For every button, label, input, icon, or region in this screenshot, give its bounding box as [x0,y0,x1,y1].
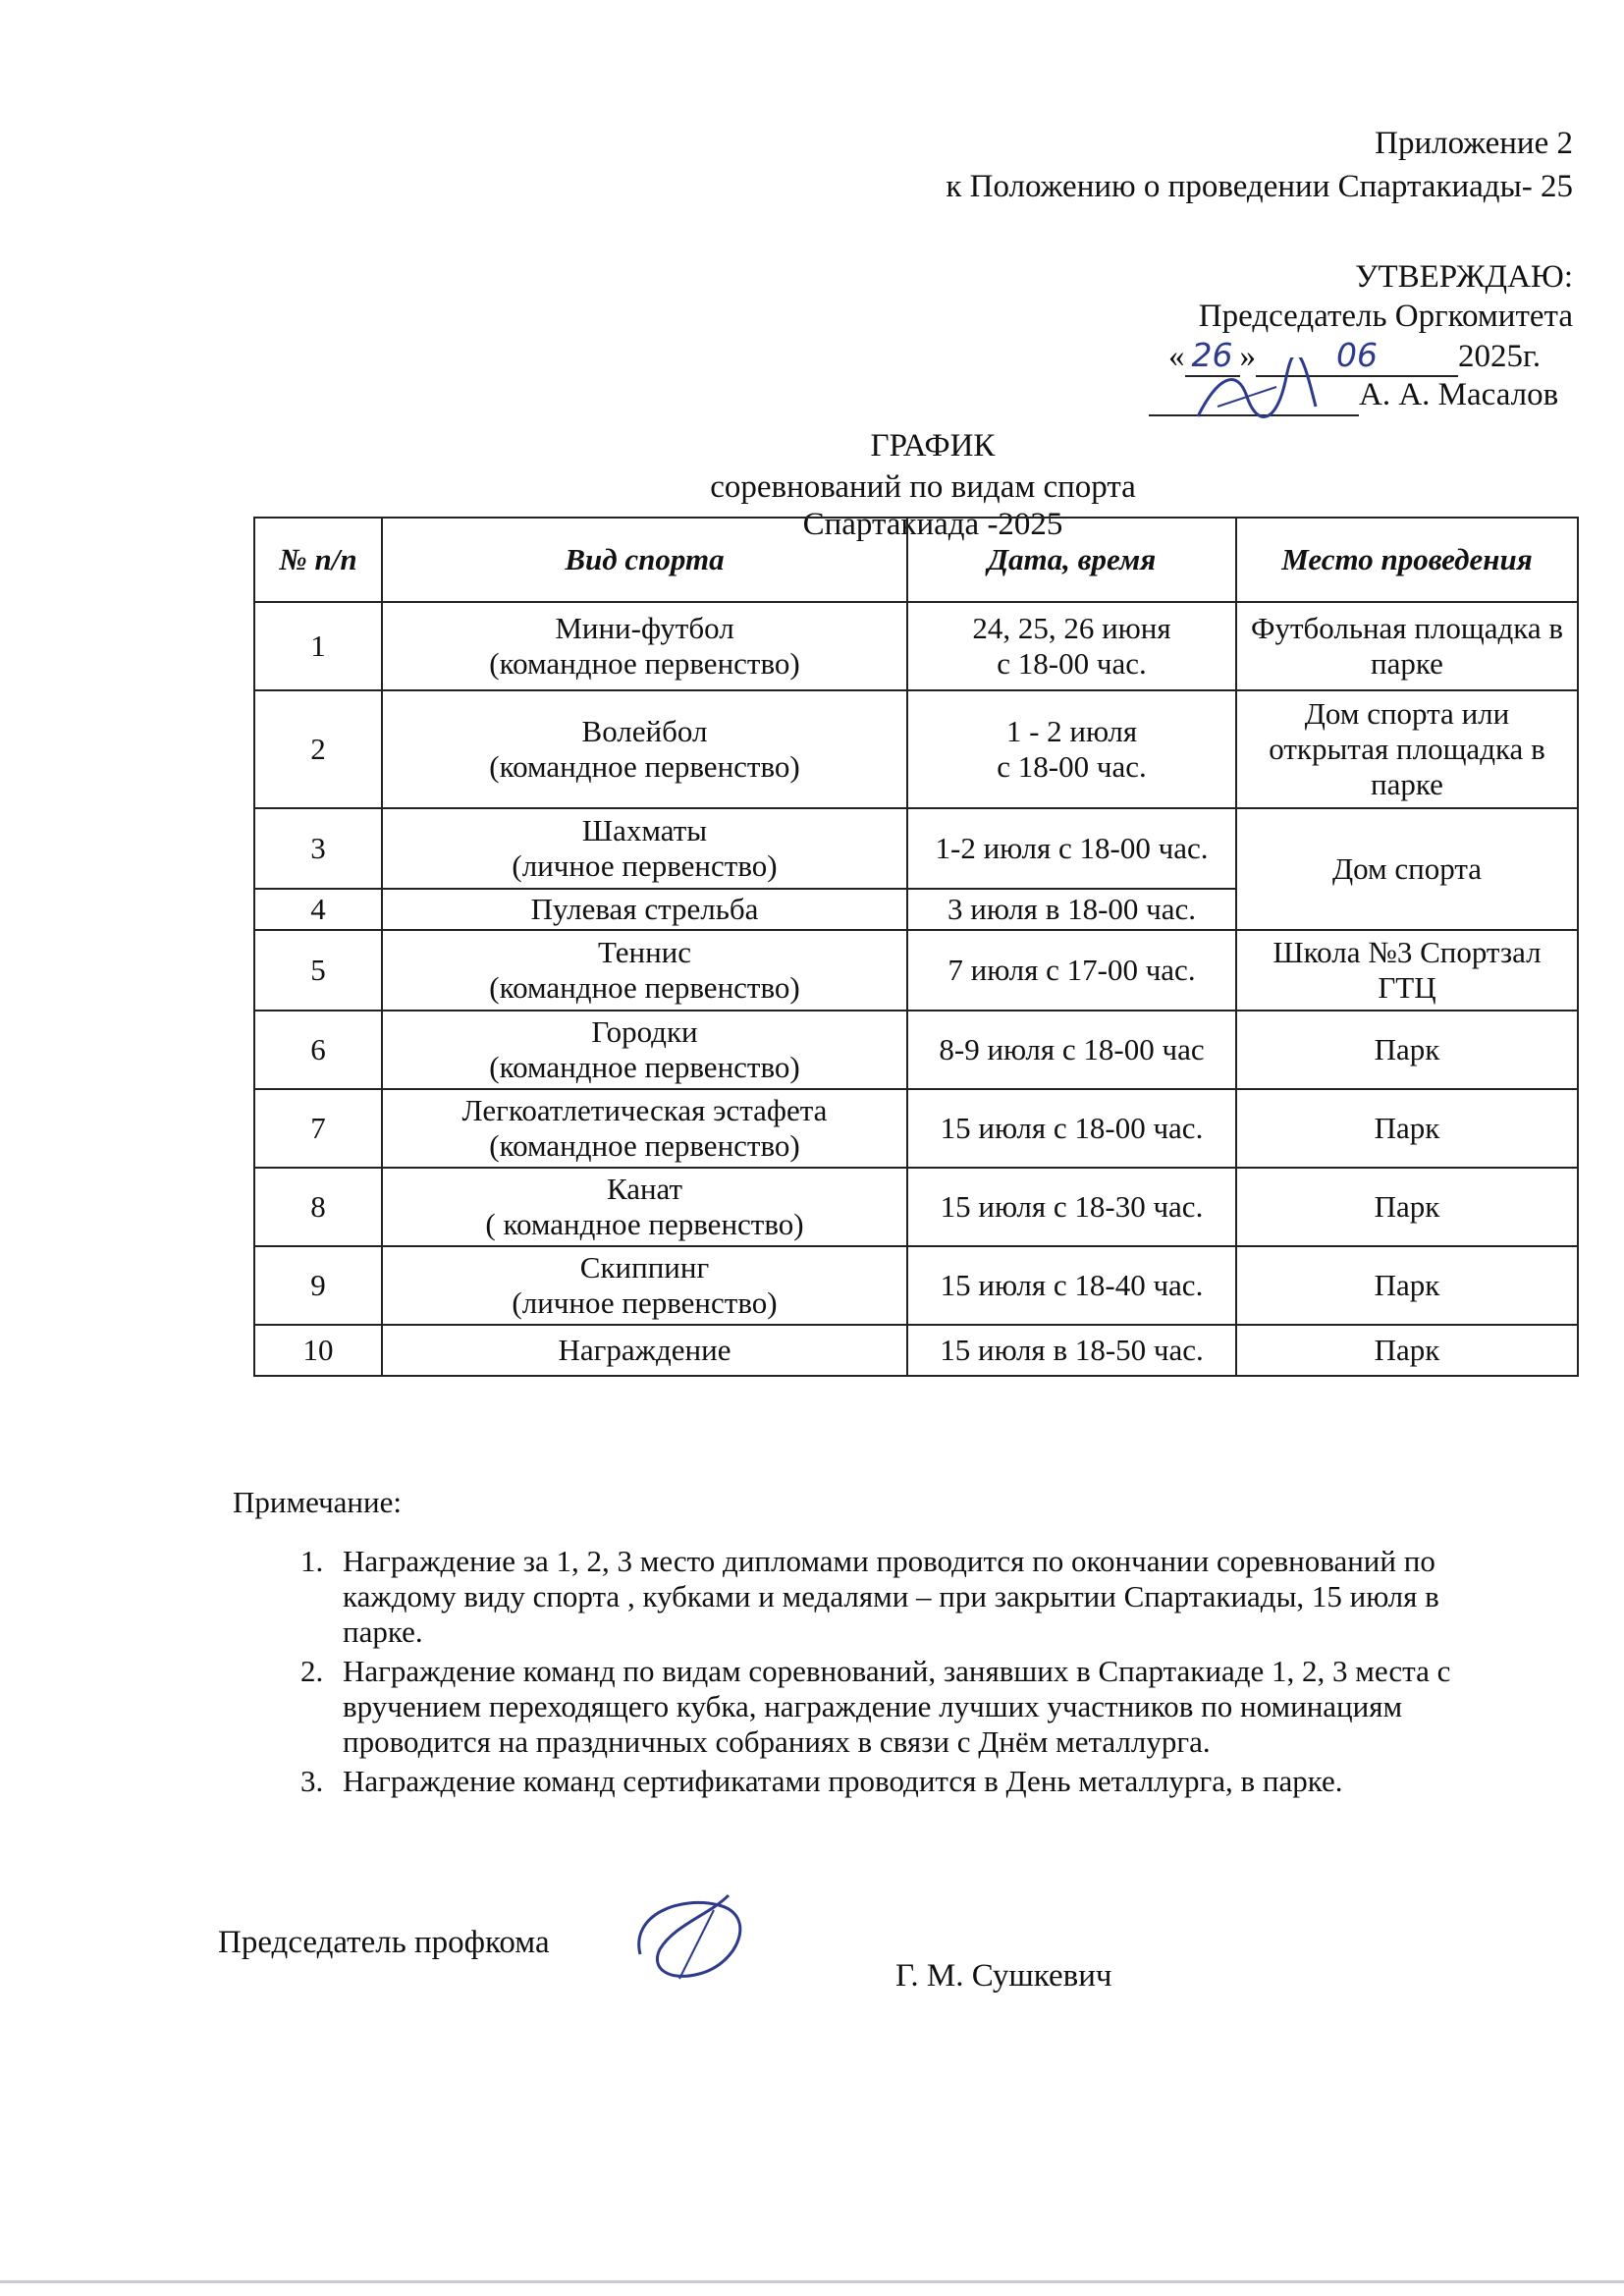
row-number: 3 [254,808,382,889]
sport-note: ( командное первенство) [485,1207,804,1241]
time-text: с 18-00 час. [997,749,1147,784]
date-text: 1 - 2 июля [1005,714,1138,748]
header-sport: Вид спорта [382,518,907,602]
row-place: Парк [1236,1168,1578,1246]
date-close-quote: » [1239,339,1256,374]
sport-name: Шахматы [581,813,708,847]
header-date: Дата, время [907,518,1236,602]
table-row [254,1168,1578,1246]
row-sport [382,1246,907,1325]
row-place: Футбольная площадка в парке [1236,602,1578,690]
row-place: Парк [1236,1246,1578,1325]
row-place: Парк [1236,1089,1578,1168]
document-subtitle: соревнований по видам спорта [710,469,1136,505]
row-number: 7 [254,1089,382,1168]
row-number: 1 [254,602,382,690]
table-row [254,930,1578,1011]
sport-name: Мини-футбол [555,611,734,645]
notes-heading: Примечание: [233,1485,402,1519]
date-year: 2025г. [1458,339,1542,374]
approver-position: Председатель Оргкомитета [1198,299,1573,334]
date-open-quote: « [1168,339,1185,374]
document-title: ГРАФИК [870,428,996,464]
date-month: 06 [1256,336,1458,377]
row-number: 2 [254,690,382,808]
row-place: Парк [1236,1011,1578,1089]
header-place: Место проведения [1236,518,1578,602]
sport-name: Скиппинг [579,1250,710,1285]
row-sport [382,690,907,808]
row-sport [382,1011,907,1089]
row-place: Парк [1236,1325,1578,1376]
table-row [254,1011,1578,1089]
approval-signature-line [1149,375,1558,416]
note-item: 1. Награждение за 1, 2, 3 место дипломами проводится по окончании соревнований по каждому виду спорта , кубками и медалями – при закрытии Спартакиады, 15 июля в парке. [331,1544,1509,1650]
appendix-title: Приложение 2 [1375,126,1573,161]
row-date: 3 июля в 18-00 час. [907,889,1236,930]
sport-note: (командное первенство) [489,749,800,784]
row-number: 8 [254,1168,382,1246]
row-sport: Пулевая стрельба [382,889,907,930]
row-number: 4 [254,889,382,930]
sport-name: Волейбол [581,714,708,748]
sport-name: Канат [606,1172,683,1206]
row-date: 1-2 июля с 18-00 час. [907,808,1236,889]
table-row [254,808,1578,889]
sport-note: (личное первенство) [512,1285,778,1320]
sport-note: (командное первенство) [489,646,800,681]
table-row [254,1246,1578,1325]
row-date: 15 июля с 18-00 час. [907,1089,1236,1168]
row-date: 8-9 июля с 18-00 час [907,1011,1236,1089]
time-text: с 18-00 час. [997,646,1147,681]
table-row [254,602,1578,690]
row-sport [382,808,907,889]
note-item: 2. Награждение команд по видам соревнований, занявших в Спартакиаде 1, 2, 3 места с вручением переходящего кубка, награждение лучших участников по номинациям проводится на праздничных собраниях в связи с Днём металлурга. [331,1654,1509,1760]
row-number: 6 [254,1011,382,1089]
approve-word: УТВЕРЖДАЮ: [1355,259,1573,295]
sport-name: Городки [591,1014,698,1049]
row-sport [382,1089,907,1168]
row-sport [382,930,907,1011]
table-header-row [254,518,1578,602]
row-number: 9 [254,1246,382,1325]
table-row [254,1325,1578,1376]
row-date [907,690,1236,808]
appendix-subtitle: к Положению о проведении Спартакиады- 25 [946,169,1573,204]
sport-note: (командное первенство) [489,1050,800,1084]
signature-scribble [1188,357,1326,436]
document-subtitle-2: Спартакиада -2025 [802,507,1063,542]
sport-name: Теннис [597,935,692,969]
sport-name: Легкоатлетическая эстафета [461,1093,828,1127]
note-item: 3. Награждение команд сертификатами проводится в День металлурга, в парке. [331,1764,1509,1799]
approver-name: А. А. Масалов [1359,377,1559,412]
sport-note: (командное первенство) [489,970,800,1005]
notes-section [233,1485,1509,1803]
row-number: 5 [254,930,382,1011]
footer-name: Г. М. Сушкевич [895,1958,1112,1994]
row-date: 7 июля с 17-00 час. [907,930,1236,1011]
row-number: 10 [254,1325,382,1376]
row-date [907,602,1236,690]
schedule-table [253,517,1579,1377]
footer-position: Председатель профкома [218,1925,550,1960]
row-sport [382,602,907,690]
sport-note: (командное первенство) [489,1128,800,1163]
date-text: 24, 25, 26 июня [972,611,1171,645]
row-place: Дом спорта или открытая площадка в парке [1236,690,1578,808]
row-sport [382,1168,907,1246]
header-number: № п/п [254,518,382,602]
sport-note: (личное первенство) [512,848,778,883]
table-row [254,1089,1578,1168]
row-date: 15 июля в 18-50 час. [907,1325,1236,1376]
table-row [254,690,1578,808]
date-day: 26 [1185,336,1240,377]
row-date: 15 июля с 18-40 час. [907,1246,1236,1325]
approver-signature [1149,375,1359,416]
row-date: 15 июля с 18-30 час. [907,1168,1236,1246]
notes-list [233,1544,1509,1799]
chairman-signature [621,1886,768,1994]
row-sport: Награждение [382,1325,907,1376]
row-place: Школа №3 Спортзал ГТЦ [1236,930,1578,1011]
row-place: Дом спорта [1236,808,1578,930]
scan-edge [0,2280,1624,2283]
